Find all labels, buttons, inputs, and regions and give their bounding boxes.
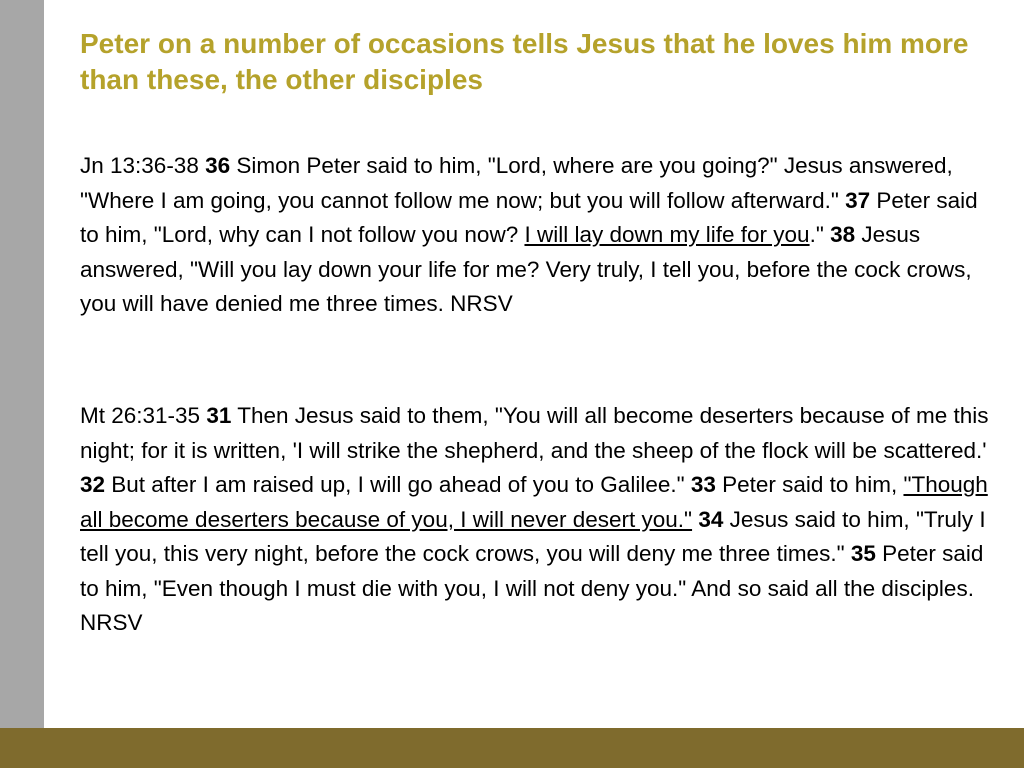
passage-matthew (80, 399, 990, 641)
verse-number: 35 (850, 541, 876, 566)
passage-reference: Jn 13:36-38 (80, 153, 206, 178)
verse-text: But after I am raised up, I will go ahead of you to Galilee." (105, 472, 691, 497)
verse-number: 34 (698, 506, 724, 532)
verse-text: Peter said to him, "Even though I must die with you, I will not deny you." And so said all the disciples. NRSV (80, 541, 984, 635)
passage-john (80, 149, 990, 322)
underlined-text: I will lay down my life for you (524, 222, 810, 247)
verse-text: Peter said to him, "Lord, why can I not follow you now? (80, 187, 978, 247)
verse-number: 38 (830, 222, 856, 247)
verse-number: 33 (690, 472, 716, 497)
underlined-text: "Though all become deserters because of you, I will never desert you." (80, 472, 988, 532)
verse-number: 36 (205, 153, 231, 178)
bottom-decorative-bar (0, 728, 1024, 768)
verse-text: Simon Peter said to him, "Lord, where are you going?" Jesus answered, "Where I am going, you cannot follow me now; but you will follow afterward." (80, 153, 953, 213)
verse-text: Then Jesus said to them, "You will all become deserters because of me this night; for it is written, 'I will strike the shepherd, and the sheep of the flock will be scattered.' (80, 403, 989, 463)
slide-title: Peter on a number of occasions tells Jesus that he loves him more than these, the other disciples (80, 28, 969, 95)
verse-text: Jesus answered, "Will you lay down your life for me? Very truly, I tell you, before the cock crows, you will have denied me three times. NRSV (80, 222, 972, 316)
verse-number: 31 (206, 403, 232, 428)
left-decorative-bar (0, 0, 44, 728)
verse-number: 32 (80, 472, 106, 497)
verse-text: ." (809, 222, 831, 247)
passage-reference: Mt 26:31-35 (80, 403, 207, 428)
verse-text: Peter said to him, (715, 472, 904, 497)
verse-number: 37 (845, 187, 871, 213)
verse-text: Jesus said to him, "Truly I tell you, this very night, before the cock crows, you will deny me three times." (80, 506, 986, 566)
